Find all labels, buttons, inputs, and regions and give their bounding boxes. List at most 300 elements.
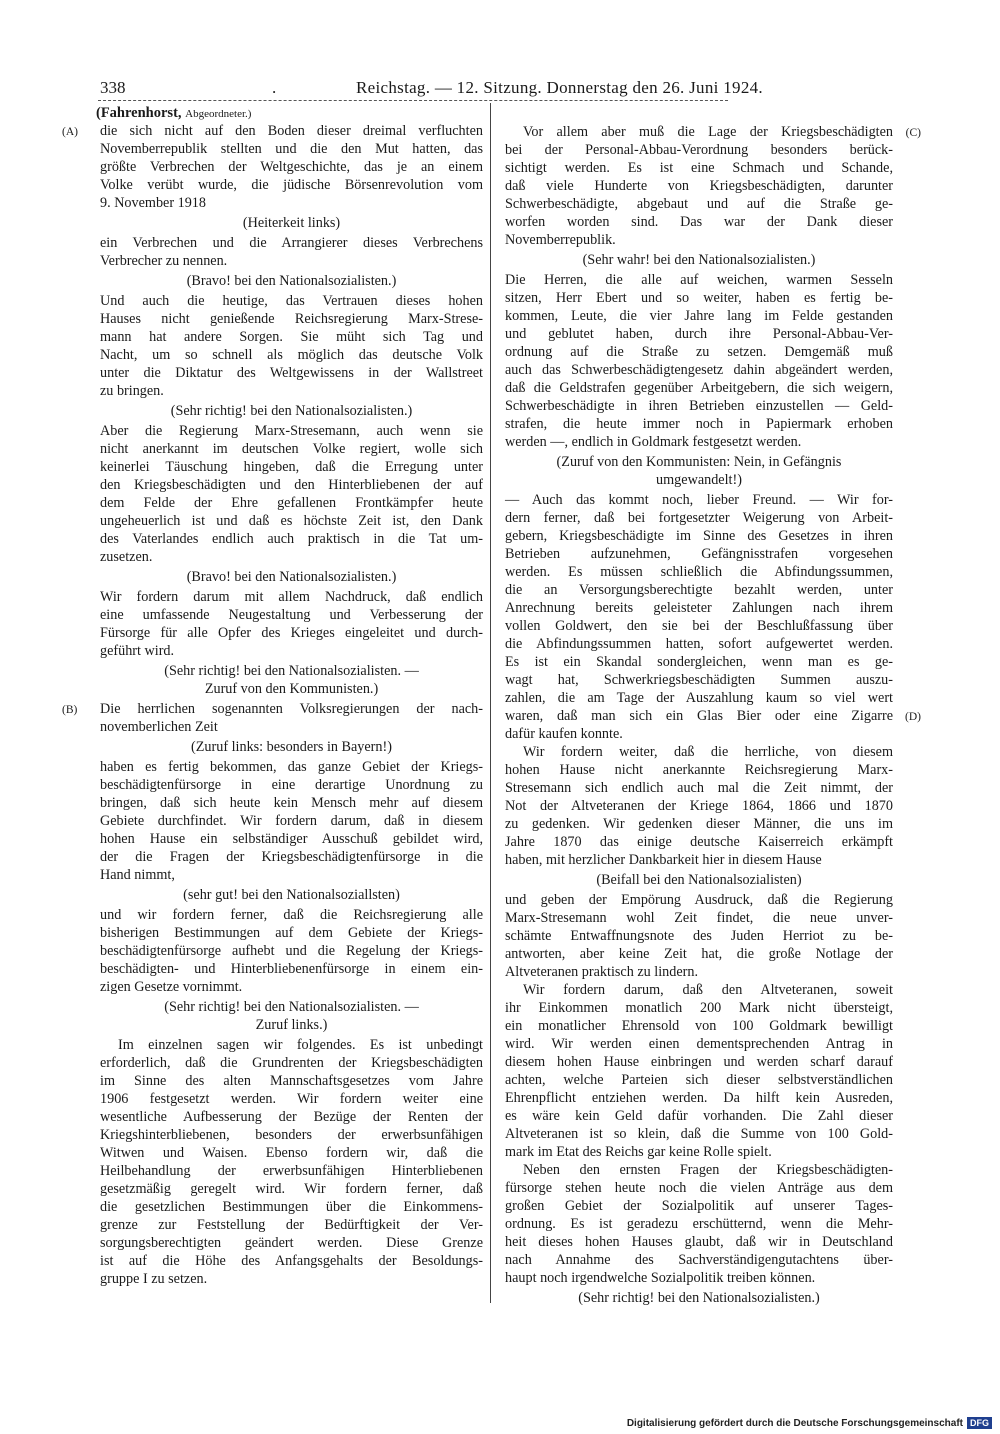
- text-line: [100, 848, 483, 866]
- text-line: [100, 1144, 483, 1162]
- text-line: [100, 680, 483, 698]
- line-text: der die Fragen der Kriegsbeschädigtenfürsorge in die: [100, 849, 483, 865]
- interjection: [505, 453, 893, 489]
- paragraph: [505, 981, 893, 1161]
- line-text: 9. November 1918: [100, 195, 206, 211]
- line-text: beschädigten- und Hinterbliebenenfürsorge in einem ein-: [100, 961, 483, 977]
- line-text: Ehrenpflicht entziehen werden. Da hilft kein Ausreden,: [505, 1090, 893, 1106]
- line-text: — Auch das kommt noch, lieber Freund. — Wir for-: [505, 492, 893, 508]
- line-text: den Kriegsbeschädigten und den Hinterbliebenen der auf: [100, 477, 483, 493]
- line-text: achten, welche Parteien sich dieser selbstverständlichen: [505, 1072, 893, 1088]
- paragraph: [505, 1161, 893, 1287]
- text-line: [505, 527, 893, 545]
- text-line: [505, 1233, 893, 1251]
- line-text: Die herrlichen sogenannten Volksregierungen der nach-: [100, 701, 483, 717]
- dfg-logo: DFG: [967, 1417, 992, 1429]
- text-line: [100, 830, 483, 848]
- line-text: hohen Hause nicht anerkannte Reichsregierung Marx-: [505, 762, 893, 778]
- text-line: [100, 328, 483, 346]
- text-line: [505, 815, 893, 833]
- text-line: [100, 1090, 483, 1108]
- text-line: [100, 606, 483, 624]
- line-text: novemberlichen Zeit: [100, 719, 218, 735]
- text-line: [505, 415, 893, 433]
- line-text: eine umfassende Neugestaltung und Verbesserung der: [100, 607, 483, 623]
- text-line: [505, 491, 893, 509]
- paragraph: [505, 271, 893, 451]
- line-text: fürsorge stehen heute noch die vielen Anträge aus dem: [505, 1180, 893, 1196]
- text-line: [100, 642, 483, 660]
- text-line: [505, 213, 893, 231]
- text-line: [505, 1289, 893, 1307]
- interjection: [100, 568, 483, 586]
- paragraph: [505, 491, 921, 743]
- line-text: zahlen, die am Tage der Auszahlung kaum so viel wert: [505, 690, 893, 706]
- line-text: Verbrecher zu nennen.: [100, 253, 228, 269]
- text-line: [505, 963, 893, 981]
- line-text: großen Gebiet der Sozialpolitik auf unserer Tages-: [505, 1198, 893, 1214]
- margin-marker: (A): [62, 126, 78, 138]
- paragraph: [100, 292, 483, 400]
- text-line: [100, 346, 483, 364]
- line-text: und geblutet haben, durch ihre Personal-Abbau-Ver-: [505, 326, 893, 342]
- text-line: [505, 671, 893, 689]
- text-line: [505, 141, 893, 159]
- interjection: [505, 1289, 893, 1307]
- paragraph: [505, 743, 893, 869]
- text-line: [505, 123, 921, 141]
- line-text: (Heiterkeit links): [242, 215, 341, 231]
- line-text: zusetzen.: [100, 549, 153, 565]
- text-line: [100, 530, 483, 548]
- text-line: [100, 758, 483, 776]
- text-line: [505, 1107, 893, 1125]
- line-text: (Sehr wahr! bei den Nationalsozialisten.): [582, 252, 816, 268]
- text-line: [505, 725, 893, 743]
- line-text: die Abfindungssummen hatten, sofort aufgewertet werden.: [505, 636, 893, 652]
- line-text: haupt noch irgendwelche Sozialpolitik treiben können.: [505, 1270, 816, 1286]
- text-line: [100, 140, 483, 158]
- line-text: (Sehr richtig! bei den Nationalsozialisten. —: [164, 663, 419, 679]
- line-text: (sehr gut! bei den Nationalsoziallsten): [183, 887, 400, 903]
- text-line: [505, 743, 893, 761]
- line-text: die an Versorgungsberechtigte bezahlt werden, unter: [505, 582, 893, 598]
- text-line: [62, 700, 483, 718]
- paragraph: [62, 122, 483, 212]
- line-text: Zuruf von den Kommunisten.): [204, 681, 379, 697]
- line-text: Not der Altveteranen der Kriege 1864, 1866 und 1870: [505, 798, 893, 814]
- text-line: [100, 1270, 483, 1288]
- text-line: [505, 599, 893, 617]
- line-text: Im einzelnen sagen wir folgendes. Es ist unbedingt: [118, 1037, 483, 1053]
- text-line: [100, 422, 483, 440]
- text-line: [100, 1216, 483, 1234]
- paragraph: [100, 234, 483, 270]
- text-line: [505, 195, 893, 213]
- line-text: Volke verübt wurde, die jüdische Börsenrevolution vom: [100, 177, 483, 193]
- speaker-role: Abgeordneter.): [185, 108, 252, 120]
- line-text: und wir fordern ferner, daß die Reichsregierung alle: [100, 907, 483, 923]
- line-text: (Bravo! bei den Nationalsozialisten.): [186, 273, 397, 289]
- text-line: [100, 158, 483, 176]
- line-text: schämte Entwaffnungsnote des Juden Herriot zu be-: [505, 928, 893, 944]
- text-line: [100, 738, 483, 756]
- line-text: unter die Diktatur des Weltgewissens in der Wallstreet: [100, 365, 483, 381]
- line-text: zigen Gesetze vornimmt.: [100, 979, 243, 995]
- line-text: heit dieses hohen Hauses glaubt, daß wir in Deutschland: [505, 1234, 893, 1250]
- line-text: nicht anerkannt im deutschen Volke regiert, wolle sich: [100, 441, 483, 457]
- text-line: [100, 1234, 483, 1252]
- left-column: [62, 104, 483, 1288]
- line-text: Die Herren, die alle auf weichen, warmen Sesseln: [505, 272, 893, 288]
- line-text: Wir fordern darum, daß den Altveteranen, soweit: [523, 982, 893, 998]
- line-text: ungeheuerlich ist und daß es höchste Zeit ist, den Dank: [100, 513, 483, 529]
- text-line: [505, 707, 921, 725]
- text-line: [505, 159, 893, 177]
- text-line: [100, 234, 483, 252]
- line-text: Nacht, um so schnell als möglich das deutsche Volk: [100, 347, 483, 363]
- line-text: Es ist ein Skandal sondergleichen, wenn man es ge-: [505, 654, 893, 670]
- line-text: Novemberrepublik.: [505, 232, 616, 248]
- line-text: ein Verbrechen und die Arrangierer dieses Verbrechens: [100, 235, 483, 251]
- text-line: [505, 1125, 893, 1143]
- text-line: [100, 624, 483, 642]
- text-line: [100, 292, 483, 310]
- text-line: [505, 1161, 893, 1179]
- paragraph: [62, 700, 483, 736]
- text-line: [505, 779, 893, 797]
- text-line: [100, 402, 483, 420]
- line-text: (Zuruf links: besonders in Bayern!): [191, 739, 392, 755]
- line-text: daß viele Hunderte von Kriegsbeschädigten, darunter: [505, 178, 893, 194]
- text-line: [100, 998, 483, 1016]
- text-line: [505, 689, 893, 707]
- text-line: [100, 794, 483, 812]
- text-line: [100, 960, 483, 978]
- line-text: worfen worden sind. Das war der Dank dieser: [505, 214, 893, 230]
- paragraph: [100, 758, 483, 884]
- text-line: [100, 718, 483, 736]
- footer-credit: [627, 1417, 992, 1429]
- line-text: beschädigtenfürsorge in eine derartige Unordnung zu: [100, 777, 483, 793]
- line-text: wagt hat, Schwerkriegsbeschädigten Summen auszu-: [505, 672, 893, 688]
- line-text: im Sinne des alten Mannschaftsgesetzes vom Jahre: [100, 1073, 483, 1089]
- text-line: [505, 797, 893, 815]
- text-line: [100, 1054, 483, 1072]
- text-line: [505, 1197, 893, 1215]
- line-text: antworten, aber keine Zeit hat, die große Notlage der: [505, 946, 893, 962]
- line-text: gruppe I zu setzen.: [100, 1271, 208, 1287]
- text-line: [100, 978, 483, 996]
- text-line: [505, 325, 893, 343]
- text-line: [100, 458, 483, 476]
- text-line: [505, 909, 893, 927]
- text-line: [100, 1072, 483, 1090]
- margin-marker: (C): [905, 127, 921, 139]
- footer-text: Digitalisierung gefördert durch die Deutsche Forschungsgemeinschaft: [626, 1417, 963, 1429]
- line-text: dafür kaufen konnte.: [505, 726, 623, 742]
- line-text: vollen Goldwert, den sie bei der Beschlußfassung über: [505, 618, 893, 634]
- line-text: (Sehr richtig! bei den Nationalsozialisten. —: [164, 999, 419, 1015]
- interjection: [100, 402, 483, 420]
- line-text: Zuruf links.): [255, 1017, 328, 1033]
- line-text: Altveteranen praktisch zu lindern.: [505, 964, 699, 980]
- line-text: Schwerbeschädigte in ihren Betrieben einzustellen — Geld-: [505, 398, 893, 414]
- line-text: daß die Geldstrafen gegenüber Arbeitgebern, die sich weigern,: [505, 380, 893, 396]
- line-text: wird. Wir werden einen dementsprechenden Antrag in: [505, 1036, 893, 1052]
- text-line: [100, 906, 483, 924]
- text-line: [505, 231, 893, 249]
- paragraph: [505, 123, 921, 249]
- interjection: [100, 662, 483, 698]
- line-text: Stresemann sich endlich auch mal die Zeit nimmt, der: [505, 780, 893, 796]
- text-line: [505, 307, 893, 325]
- text-line: [505, 891, 893, 909]
- line-text: Anrechnung bereits geleisteter Zahlungen nach ihrem: [505, 600, 893, 616]
- line-text: wesentliche Aufbesserung der Bezüge der Renten der: [100, 1109, 483, 1125]
- line-text: Marx-Stresemann wohl Zeit findet, die neue unver-: [505, 910, 893, 926]
- text-line: [505, 617, 893, 635]
- line-text: zu gedenken. Wir gedenken dieser Männer, die uns im: [505, 816, 893, 832]
- text-line: [100, 1252, 483, 1270]
- line-text: bringen, daß sich heute kein Mensch mehr auf diesem: [100, 795, 483, 811]
- text-line: [100, 942, 483, 960]
- column-divider: [490, 103, 491, 1303]
- text-line: [100, 1198, 483, 1216]
- line-text: bei der Personal-Abbau-Verordnung besonders berück-: [505, 142, 893, 158]
- running-title: Reichstag. — 12. Sitzung. Donnerstag den 26. Juni 1924.: [356, 78, 763, 97]
- line-text: beschädigtenfürsorge aufhebt und die Regelung der Kriegs-: [100, 943, 483, 959]
- line-text: des Vaterlandes endlich auch praktisch in die Tat um-: [100, 531, 483, 547]
- interjection: [505, 251, 893, 269]
- text-line: [100, 924, 483, 942]
- text-line: [505, 1071, 893, 1089]
- line-text: es wäre kein Geld dafür vorhanden. Die Zahl dieser: [505, 1108, 893, 1124]
- text-line: [100, 272, 483, 290]
- text-line: [505, 851, 893, 869]
- interjection: [100, 998, 483, 1034]
- line-text: Wir fordern darum mit allem Nachdruck, daß endlich: [100, 589, 483, 605]
- line-text: sorgungsberechtigten geändert werden. Diese Grenze: [100, 1235, 483, 1251]
- line-text: (Sehr richtig! bei den Nationalsozialisten.): [170, 403, 413, 419]
- header-rule: [98, 100, 728, 101]
- line-text: Gebiete durchfindet. Wir fordern darum, daß in diesem: [100, 813, 483, 829]
- line-text: erforderlich, daß die Grundrenten der Kriegsbeschädigten: [100, 1055, 483, 1071]
- line-text: Wir fordern weiter, daß die herrliche, von diesem: [523, 744, 893, 760]
- text-line: [505, 361, 893, 379]
- text-line: [505, 1017, 893, 1035]
- text-line: [100, 886, 483, 904]
- text-line: [505, 453, 893, 471]
- text-line: [505, 1143, 893, 1161]
- line-text: ihr Einkommen monatlich 200 Mark nicht übersteigt,: [505, 1000, 893, 1016]
- text-line: [505, 833, 893, 851]
- interjection: [100, 886, 483, 904]
- margin-marker: (B): [62, 704, 78, 716]
- text-line: [100, 214, 483, 232]
- line-text: (Zuruf von den Kommunisten: Nein, in Gefängnis: [556, 454, 842, 470]
- line-text: auch das Schwerbeschädigtengesetz dahin abgeändert werden,: [505, 362, 893, 378]
- text-line: [505, 1251, 893, 1269]
- text-line: [505, 945, 893, 963]
- speaker-label: [96, 104, 483, 122]
- line-text: Altveteranen ist so klein, daß die Summe von 100 Gold-: [505, 1126, 893, 1142]
- line-text: ordnung. Es ist geradezu erschütternd, wenn die Mehr-: [505, 1216, 893, 1232]
- text-line: [62, 122, 483, 140]
- line-text: sichtigt werden. Es ist eine Schmach und Schande,: [505, 160, 893, 176]
- text-line: [505, 581, 893, 599]
- paragraph: [100, 906, 483, 996]
- line-text: werden. Es müssen schließlich die Abfindungssummen,: [505, 564, 893, 580]
- line-text: Betrieben aufzunehmen, Gefängnisstrafen vorgesehen: [505, 546, 893, 562]
- interjection: [100, 738, 483, 756]
- text-line: [100, 476, 483, 494]
- line-text: Aber die Regierung Marx-Stresemann, auch wenn sie: [100, 423, 483, 439]
- text-line: [505, 343, 893, 361]
- line-text: Und auch die heutige, das Vertrauen dieses hohen: [100, 293, 483, 309]
- text-line: [100, 176, 483, 194]
- text-line: [100, 1016, 483, 1034]
- line-text: zu bringen.: [100, 383, 164, 399]
- line-text: diesem hohen Hause einbringen und werden scharf darauf: [505, 1054, 893, 1070]
- line-text: Novemberrepublik stellten und die den Mut hatten, das: [100, 141, 483, 157]
- text-line: [505, 1179, 893, 1197]
- line-text: gebern, Kriegsbeschädigte im Sinne des Gesetzes in ihren: [505, 528, 893, 544]
- line-text: die gesetzlichen Bestimmungen über die Einkommens-: [100, 1199, 483, 1215]
- line-text: strafen, die heute immer noch in Papiermark erhoben: [505, 416, 893, 432]
- line-text: nach Annahme des Sachverständigengutachtens über-: [505, 1252, 893, 1268]
- line-text: sitzen, Herr Ebert und so weiter, haben es fertig be-: [505, 290, 893, 306]
- text-line: [100, 382, 483, 400]
- paragraph: [100, 588, 483, 660]
- line-text: (Beifall bei den Nationalsozialisten): [596, 872, 802, 888]
- line-text: kommen, Leute, die vier Jahre lang im Felde gestanden: [505, 308, 893, 324]
- line-text: ist auf die Höhe des Anfangsgehalts der Besoldungs-: [100, 1253, 483, 1269]
- text-line: [100, 364, 483, 382]
- text-line: [100, 440, 483, 458]
- line-text: dern ferner, daß bei fortgesetzter Weigerung von Arbeit-: [505, 510, 893, 526]
- text-line: [505, 927, 893, 945]
- line-text: dem Felde der Ehre gefallenen Frontkämpfer heute: [100, 495, 483, 511]
- line-text: mark im Etat des Reichs gar keine Rolle spielt.: [505, 1144, 772, 1160]
- text-line: [505, 1089, 893, 1107]
- line-text: Heilbehandlung der erwerbsunfähigen Hinterbliebenen: [100, 1163, 483, 1179]
- line-text: größte Verbrechen der Weltgeschichte, das je an einem: [100, 159, 483, 175]
- line-text: und geben der Empörung Ausdruck, daß die Regierung: [505, 892, 893, 908]
- line-text: Vor allem aber muß die Lage der Kriegsbeschädigten: [523, 124, 893, 140]
- speaker-name: (Fahrenhorst,: [96, 105, 182, 121]
- right-column: [505, 123, 921, 1309]
- line-text: 1906 festgesetzt werden. Wir fordern weiter eine: [100, 1091, 483, 1107]
- text-line: [100, 310, 483, 328]
- text-line: [100, 776, 483, 794]
- line-text: haben es fertig bekommen, das ganze Gebiet der Kriegs-: [100, 759, 483, 775]
- text-line: [505, 433, 893, 451]
- text-line: [505, 653, 893, 671]
- text-line: [100, 866, 483, 884]
- text-line: [505, 251, 893, 269]
- line-text: umgewandelt!): [656, 472, 742, 488]
- text-line: [100, 812, 483, 830]
- line-text: gesetzmäßig geregelt wird. Wir fordern ferner, daß: [100, 1181, 483, 1197]
- text-line: [100, 1108, 483, 1126]
- margin-marker: (D): [905, 711, 921, 723]
- text-line: [505, 1035, 893, 1053]
- text-line: [100, 548, 483, 566]
- text-line: [505, 509, 893, 527]
- line-text: bisherigen Bestimmungen auf dem Gebiete der Kriegs-: [100, 925, 483, 941]
- line-text: hohen Hause ein selbständiger Ausschuß gebildet wird,: [100, 831, 483, 847]
- text-line: [505, 761, 893, 779]
- line-text: Witwen und Waisen. Ebenso fordern wir, daß die: [100, 1145, 483, 1161]
- text-line: [505, 1053, 893, 1071]
- page-number: 338: [100, 78, 126, 97]
- line-text: werden —, endlich in Goldmark festgesetzt werden.: [505, 434, 802, 450]
- interjection: [100, 272, 483, 290]
- text-line: [505, 981, 893, 999]
- paragraph: [100, 422, 483, 566]
- line-text: Neben den ernsten Fragen der Kriegsbeschädigten-: [523, 1162, 893, 1178]
- text-line: [100, 1126, 483, 1144]
- line-text: keinerlei Täuschung hingeben, daß die Erregung unter: [100, 459, 483, 475]
- text-line: [505, 271, 893, 289]
- line-text: Kriegshinterbliebenen, besonders der erwerbsunfähigen: [100, 1127, 483, 1143]
- text-line: [100, 662, 483, 680]
- line-text: Jahre 1870 das einige deutsche Kaiserreich erkämpft: [505, 834, 893, 850]
- text-line: [505, 635, 893, 653]
- text-line: [100, 1180, 483, 1198]
- line-text: ordnung auf die Straße zu setzen. Demgemäß muß: [505, 344, 893, 360]
- line-text: mann hat andere Sorgen. Sie müht sich Tag und: [100, 329, 483, 345]
- paragraph: [505, 891, 893, 981]
- line-text: ein monatlicher Ehrensold von 100 Goldmark bewilligt: [505, 1018, 893, 1034]
- text-line: [505, 1269, 893, 1287]
- page-header: [100, 78, 763, 98]
- text-line: [505, 871, 893, 889]
- interjection: [100, 214, 483, 232]
- text-line: [100, 494, 483, 512]
- text-line: [505, 545, 893, 563]
- text-line: [100, 1162, 483, 1180]
- text-line: [100, 194, 483, 212]
- line-text: haben, mit herzlicher Dankbarkeit hier in diesem Hause: [505, 852, 822, 868]
- text-line: [505, 563, 893, 581]
- paragraph: [100, 1036, 483, 1288]
- line-text: die sich nicht auf den Boden dieser dreimal verfluchten: [100, 123, 483, 139]
- text-line: [100, 588, 483, 606]
- line-text: geführt wird.: [100, 643, 175, 659]
- text-line: [505, 471, 893, 489]
- text-line: [505, 397, 893, 415]
- text-line: [100, 1036, 483, 1054]
- text-line: [505, 999, 893, 1017]
- text-line: [505, 1215, 893, 1233]
- text-line: [505, 289, 893, 307]
- line-text: waren, daß man sich ein Glas Bier oder eine Zigarre: [505, 708, 893, 724]
- line-text: (Sehr richtig! bei den Nationalsozialisten.): [578, 1290, 820, 1306]
- line-text: Schwerbeschädigte, abgebaut und auf die Straße ge-: [505, 196, 893, 212]
- line-text: grenze zur Feststellung der Bedürftigkeit der Ver-: [100, 1217, 483, 1233]
- line-text: Hand nimmt,: [100, 867, 175, 883]
- line-text: Fürsorge für alle Opfer des Krieges eingeleitet und durch-: [100, 625, 483, 641]
- line-text: (Bravo! bei den Nationalsozialisten.): [186, 569, 397, 585]
- header-dot: .: [272, 78, 277, 97]
- text-line: [100, 252, 483, 270]
- text-line: [505, 177, 893, 195]
- text-line: [100, 568, 483, 586]
- line-text: Hauses nicht genießende Reichsregierung Marx-Strese-: [100, 311, 483, 327]
- text-line: [100, 512, 483, 530]
